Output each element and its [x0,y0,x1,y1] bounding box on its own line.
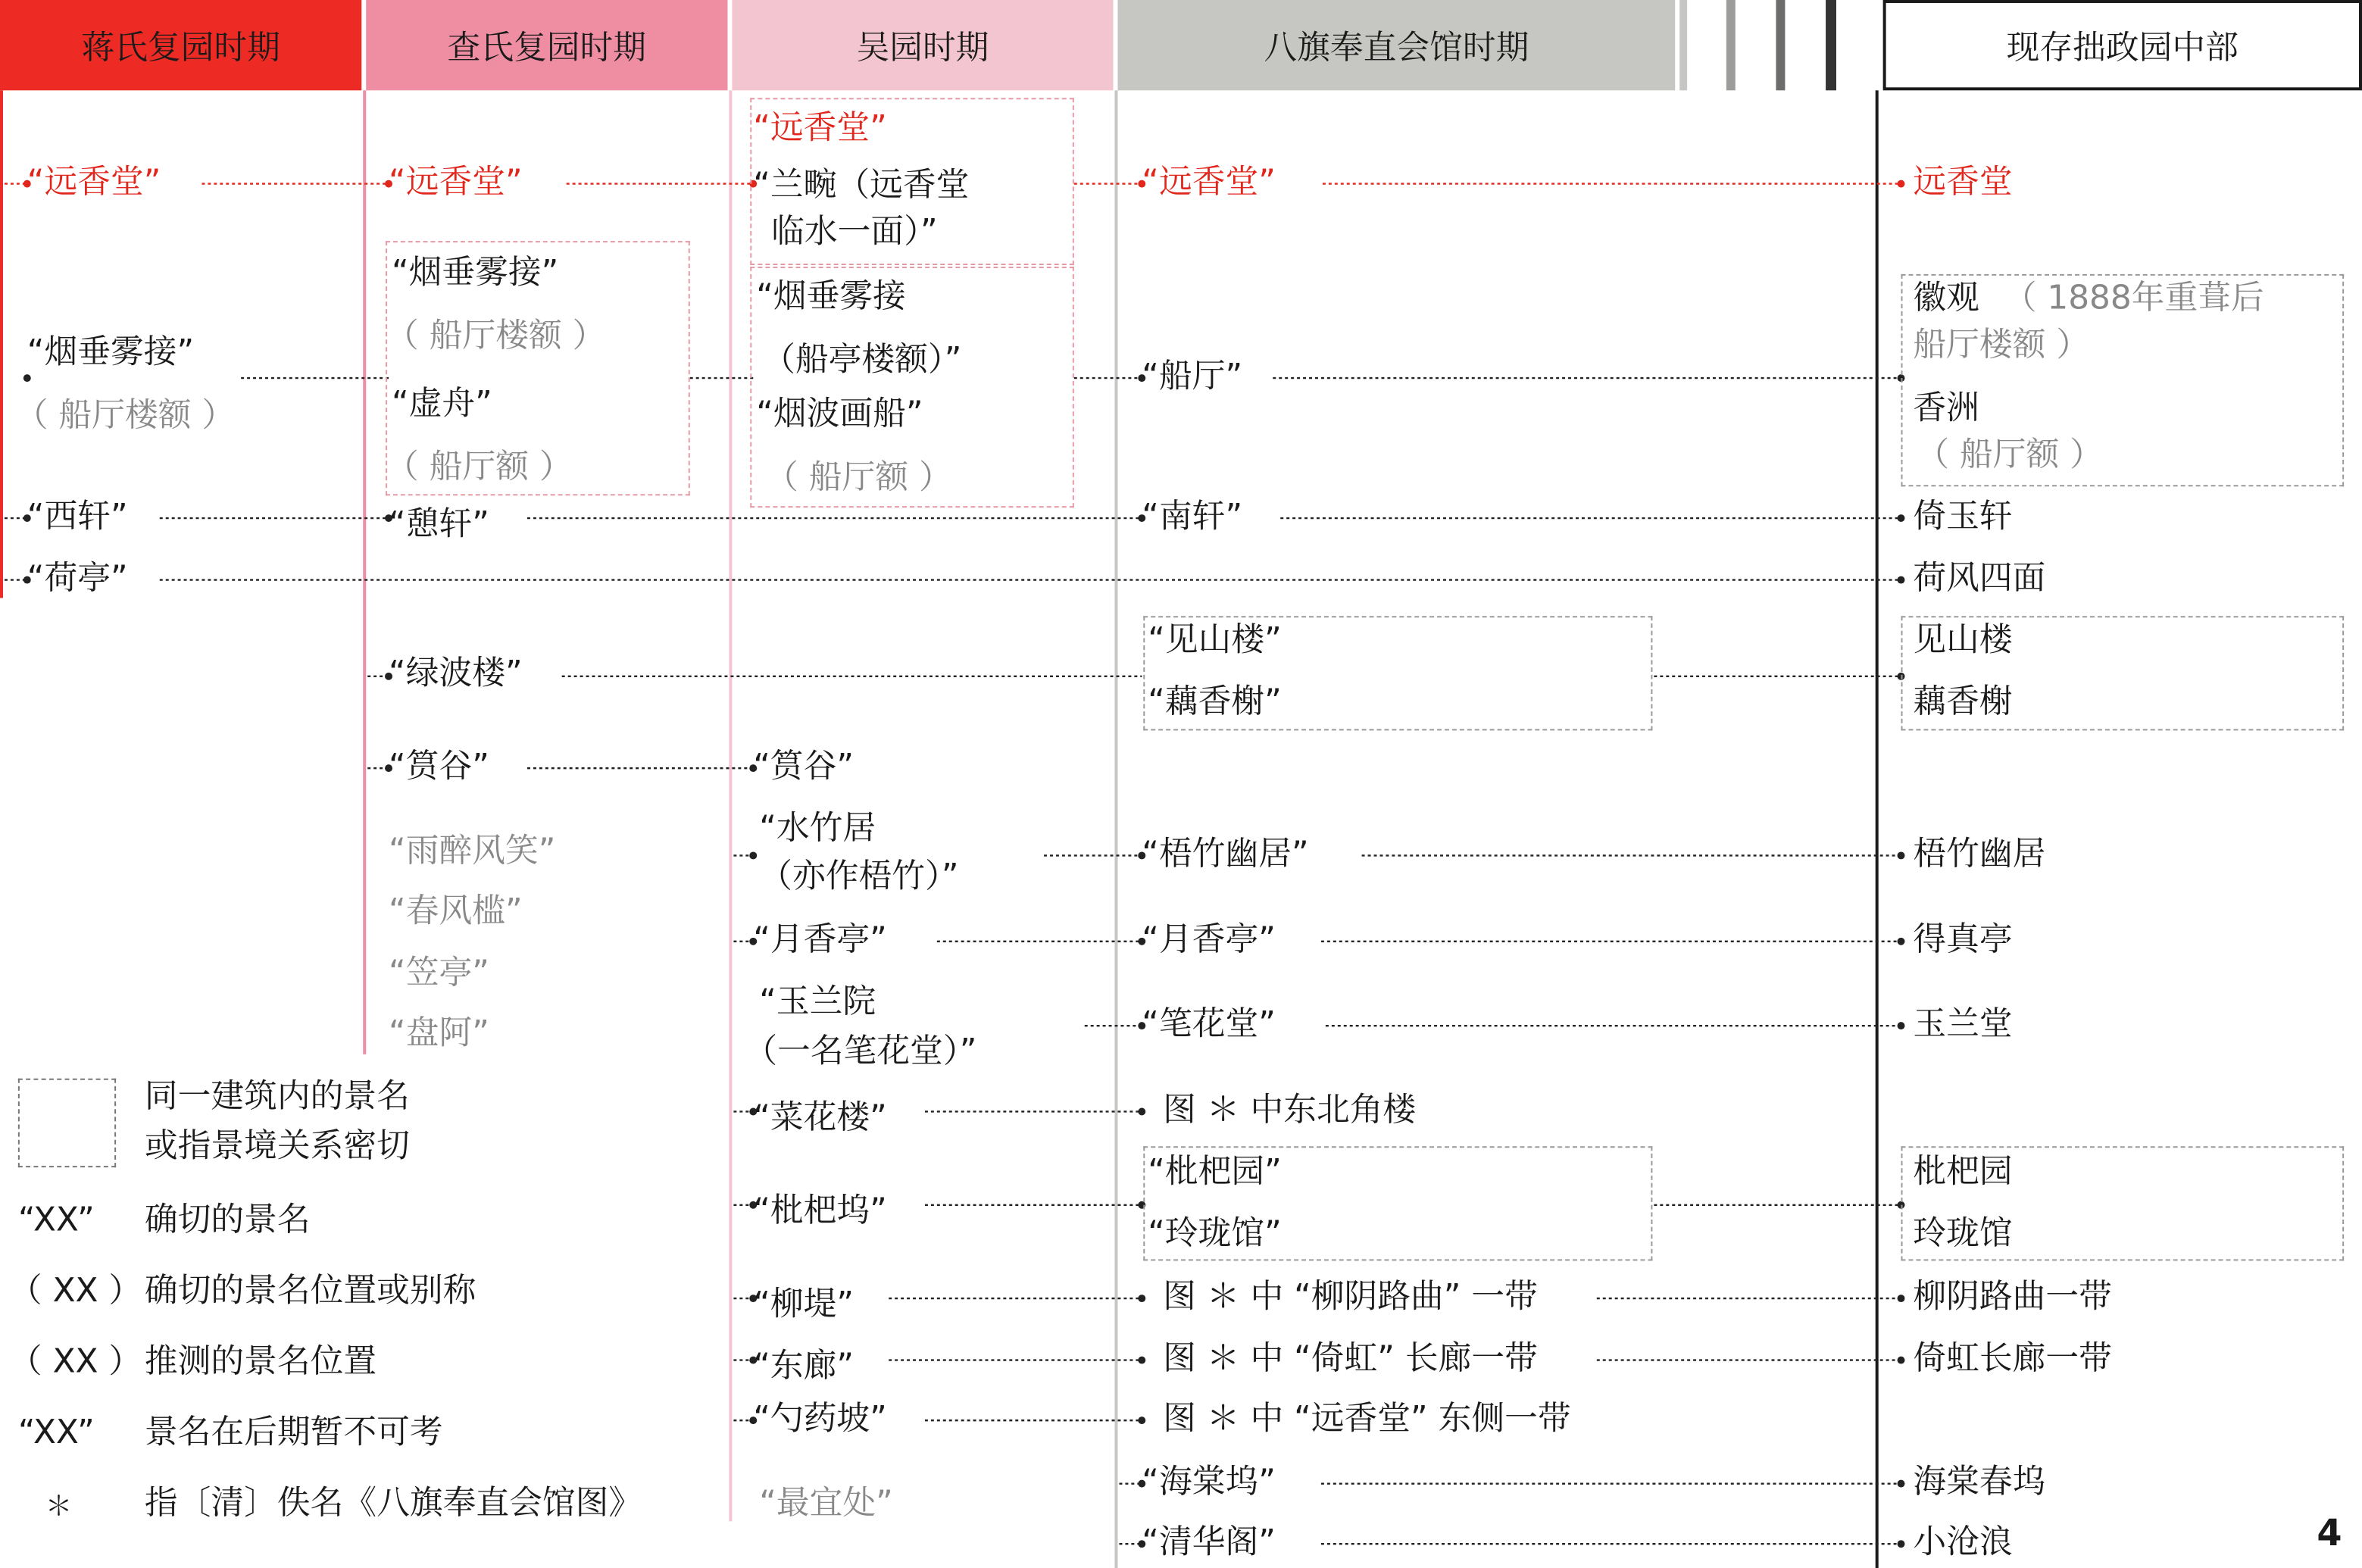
wu-zuiyi: “最宜处” [759,1485,893,1523]
header-current: 现存拙政园中部 [1883,0,2362,90]
wu-caihua: “菜花楼” [753,1099,887,1138]
current-dezhen: 得真亭 [1913,921,2013,960]
legend-gquote-desc: 景名在后期暂不可考 [144,1414,443,1452]
cha-xuzhou-note: （ 船厅额 ） [386,448,573,487]
current-hefeng: 荷风四面 [1913,560,2046,598]
baqi-linglong: “玲珑馆” [1148,1215,1282,1254]
wu-yanchui-note: （船亭楼额）” [762,342,962,380]
baqi-ouxiang: “藕香榭” [1148,683,1282,722]
jiang-heting: “荷亭” [27,560,128,598]
cha-pana: “盘阿” [389,1015,489,1053]
baqi-nanxuan: “南轩” [1142,498,1243,536]
current-linglong: 玲珑馆 [1913,1215,2013,1254]
baqi-chuanting: “船厅” [1142,358,1243,396]
current-pipa: 枇杷园 [1913,1154,2013,1192]
legend-gparen-symbol: （ XX ） [8,1343,142,1382]
cha-qixuan: “憩轩” [389,506,489,544]
legend-box-sample [18,1079,116,1167]
current-xiangzhou: 香洲 [1913,390,1979,428]
baqi-qinghua: “清华阁” [1142,1524,1276,1563]
legend-star-symbol: ＊ [45,1491,73,1523]
current-haitang: 海棠春坞 [1913,1463,2046,1502]
baqi-dongbei: 图 ＊ 中东北角楼 [1163,1092,1417,1130]
jiang-yuanxiang: “远香堂” [27,164,161,202]
cha-yuzui: “雨醉风笑” [389,832,556,871]
current-wuzhu: 梧竹幽居 [1913,836,2046,874]
cha-yanchui-note: （ 船厅楼额 ） [386,317,606,356]
legend-quote-symbol: “XX” [17,1201,95,1240]
baqi-yihong: 图 ＊ 中 “倚虹” 长廊一带 [1163,1340,1538,1379]
baqi-haitang: “海棠坞” [1142,1463,1276,1502]
current-huiguan-note-2: 船厅楼额 ） [1913,326,2090,365]
current-ouxiang: 藕香榭 [1913,683,2013,722]
header-jiang: 蒋氏复园时期 [0,0,361,90]
legend-gquote-symbol: “XX” [17,1414,95,1452]
cha-xuzhou: “虚舟” [392,386,492,423]
jiang-yanchui-note: （ 船厅楼额 ） [14,397,236,436]
wu-lanwan-1: “兰畹（远香堂 [753,167,970,205]
legend-star-desc: 指〔清〕佚名《八旗奉直会馆图》 [144,1485,642,1523]
current-huiguan: 徽观 [1913,280,1979,318]
wu-yanbo-note: （ 船厅额 ） [765,459,952,498]
cha-yanchui: “烟垂雾接” [392,255,559,292]
legend-paren-symbol: （ XX ） [8,1273,142,1310]
wu-shuizhu-2: （亦作梧竹）” [759,858,959,897]
wu-yigu: “筼谷” [753,748,855,786]
baqi-wuzhu: “梧竹幽居” [1142,836,1309,874]
current-jianshan: 见山楼 [1913,622,2013,660]
jiang-yanchui: “烟垂雾接” [27,334,195,373]
wu-yuexiang: “月香亭” [753,921,887,960]
legend-box-desc-1: 同一建筑内的景名 [144,1078,410,1117]
wu-lanwan-2: 临水一面）” [771,214,938,252]
wu-shuizhu-1: “水竹居 [759,810,876,848]
wu-yanchui: “烟垂雾接 [756,278,906,317]
current-liuyin: 柳阴路曲一带 [1913,1279,2112,1317]
baqi-yuanxiang-east: 图 ＊ 中 “远香堂” 东侧一带 [1163,1401,1571,1438]
wu-shaoyao: “勺药坡” [753,1401,887,1438]
legend-quote-desc: 确切的景名 [144,1201,311,1240]
baqi-liuyin: 图 ＊ 中 “柳阴路曲” 一带 [1163,1279,1538,1317]
current-yuanxiang: 远香堂 [1913,164,2013,202]
wu-liudi: “柳堤” [753,1286,855,1324]
legend-gparen-desc: 推测的景名位置 [144,1343,377,1382]
legend-box-desc-2: 或指景境关系密切 [144,1128,410,1167]
baqi-bihua: “笔花堂” [1142,1006,1276,1045]
wu-donglang: “东廊” [753,1348,855,1386]
jiang-xixuan: “西轩” [27,498,128,536]
current-xiaocang: 小沧浪 [1913,1524,2013,1563]
current-huiguan-note-1: （ 1888年重葺后 [2003,280,2264,318]
baqi-jianshan: “见山楼” [1148,622,1282,660]
header-cha: 查氏复园时期 [366,0,727,90]
current-yulan: 玉兰堂 [1913,1006,2013,1045]
cha-yuanxiang: “远香堂” [389,164,523,202]
cha-lvbo: “绿波楼” [389,654,523,693]
wu-pipa: “枇杷坞” [753,1192,887,1231]
cha-yigu: “筼谷” [389,748,489,786]
wu-yulan-1: “玉兰院 [759,983,876,1022]
current-yiyu: 倚玉轩 [1913,498,2013,536]
cha-liting: “笠亭” [389,954,489,993]
header-baqi: 八旗奉直会馆时期 [1117,0,1675,90]
legend-paren-desc: 确切的景名位置或别称 [144,1273,476,1310]
current-yihong: 倚虹长廊一带 [1913,1340,2112,1379]
current-xiangzhou-note: （ 船厅额 ） [1916,436,2103,475]
header-wu: 吴园时期 [732,0,1113,90]
page-number: 4 [2317,1512,2342,1555]
wu-yulan-2: （一名笔花堂）” [744,1033,977,1071]
wu-yuanxiang: “远香堂” [753,110,887,148]
baqi-pipa: “枇杷园” [1148,1154,1282,1192]
wu-yanbo: “烟波画船” [756,395,923,434]
baqi-yuexiang: “月香亭” [1142,921,1276,960]
baqi-yuanxiang: “远香堂” [1142,164,1276,202]
cha-chunfeng: “春风槛” [389,893,523,931]
